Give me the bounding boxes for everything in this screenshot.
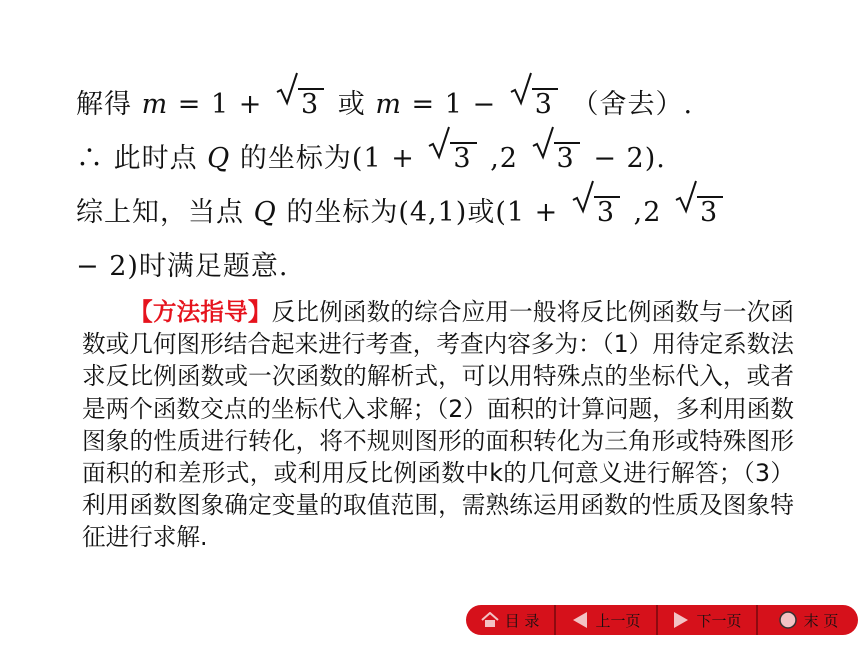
circle-icon	[778, 610, 798, 630]
radicand: 3	[298, 88, 324, 120]
prev-page-label: 上一页	[595, 611, 641, 630]
text-segment: 或	[337, 89, 376, 120]
prev-page-button[interactable]	[556, 605, 656, 635]
text-segment: 综上知，当点	[76, 197, 254, 228]
sqrt-expression	[572, 186, 620, 240]
sqrt-expression	[675, 186, 723, 240]
variable-q: Q	[253, 197, 277, 228]
solution-line-2	[76, 132, 796, 186]
solution-line-3	[76, 186, 796, 240]
radicand: 3	[594, 196, 620, 228]
sqrt-expression	[510, 78, 558, 132]
solution-text	[76, 78, 796, 294]
text-segment: ,2	[490, 143, 518, 174]
toc-label: 目 录	[504, 611, 540, 630]
arrow-left-icon	[571, 611, 589, 629]
arrow-right-icon	[672, 611, 690, 629]
text-segment: ∴ 此时点	[76, 143, 208, 174]
radicand: 3	[450, 142, 476, 174]
sqrt-expression	[428, 132, 476, 186]
toc-button[interactable]	[466, 605, 554, 635]
text-segment: − 2).	[593, 143, 666, 174]
radicand: 3	[554, 142, 580, 174]
text-segment: 解得	[76, 89, 132, 120]
radical-sign-icon	[510, 72, 532, 106]
radicand: 3	[697, 196, 723, 228]
method-label: 【方法指导】	[129, 298, 272, 326]
text-segment: 的坐标为(4,1)或(1 +	[286, 197, 568, 228]
last-page-button[interactable]	[758, 605, 858, 635]
radical-sign-icon	[572, 180, 594, 214]
variable-q: Q	[207, 143, 231, 174]
home-icon	[481, 612, 499, 628]
text-segment: （舍去）.	[571, 89, 694, 120]
radical-sign-icon	[675, 180, 697, 214]
solution-line-4	[76, 240, 796, 294]
text-segment: = 1 −	[411, 89, 506, 120]
radical-sign-icon	[428, 126, 450, 160]
next-page-button[interactable]	[658, 605, 756, 635]
variable-m: m	[375, 89, 402, 120]
solution-line-1	[76, 78, 796, 132]
variable-m: m	[141, 89, 169, 120]
text-segment: ,2	[633, 197, 662, 228]
radical-sign-icon	[532, 126, 554, 160]
navigation-bar	[466, 605, 858, 635]
radical-sign-icon	[276, 72, 298, 106]
method-guidance	[82, 296, 794, 554]
text-segment: 的坐标为(1 +	[239, 143, 425, 174]
method-text: 反比例函数的综合应用一般将反比例函数与一次函数或几何图形结合起来进行考查，考查内容多为：（1）用待定系数法求反比例函数或一次函数的解析式，可以用特殊点的坐标代入，或者是两个函数交点的坐标代入求解；（2）面积的计算问题，多利用函数图象的性质进行转化，将不规则图形的面积转化为三角形或特殊图形面积的和差形式，或利用反比例函数中k的几何意义进行解答；（3）利用函数图象确定变量的取值范围，需熟练运用函数的性质及图象特征进行求解.	[82, 298, 794, 552]
text-segment: − 2)时满足题意.	[76, 251, 289, 282]
last-page-label: 末 页	[803, 611, 839, 630]
text-segment: = 1 +	[177, 89, 272, 120]
radicand: 3	[532, 88, 558, 120]
sqrt-expression	[276, 78, 324, 132]
next-page-label: 下一页	[696, 611, 742, 630]
sqrt-expression	[532, 132, 580, 186]
